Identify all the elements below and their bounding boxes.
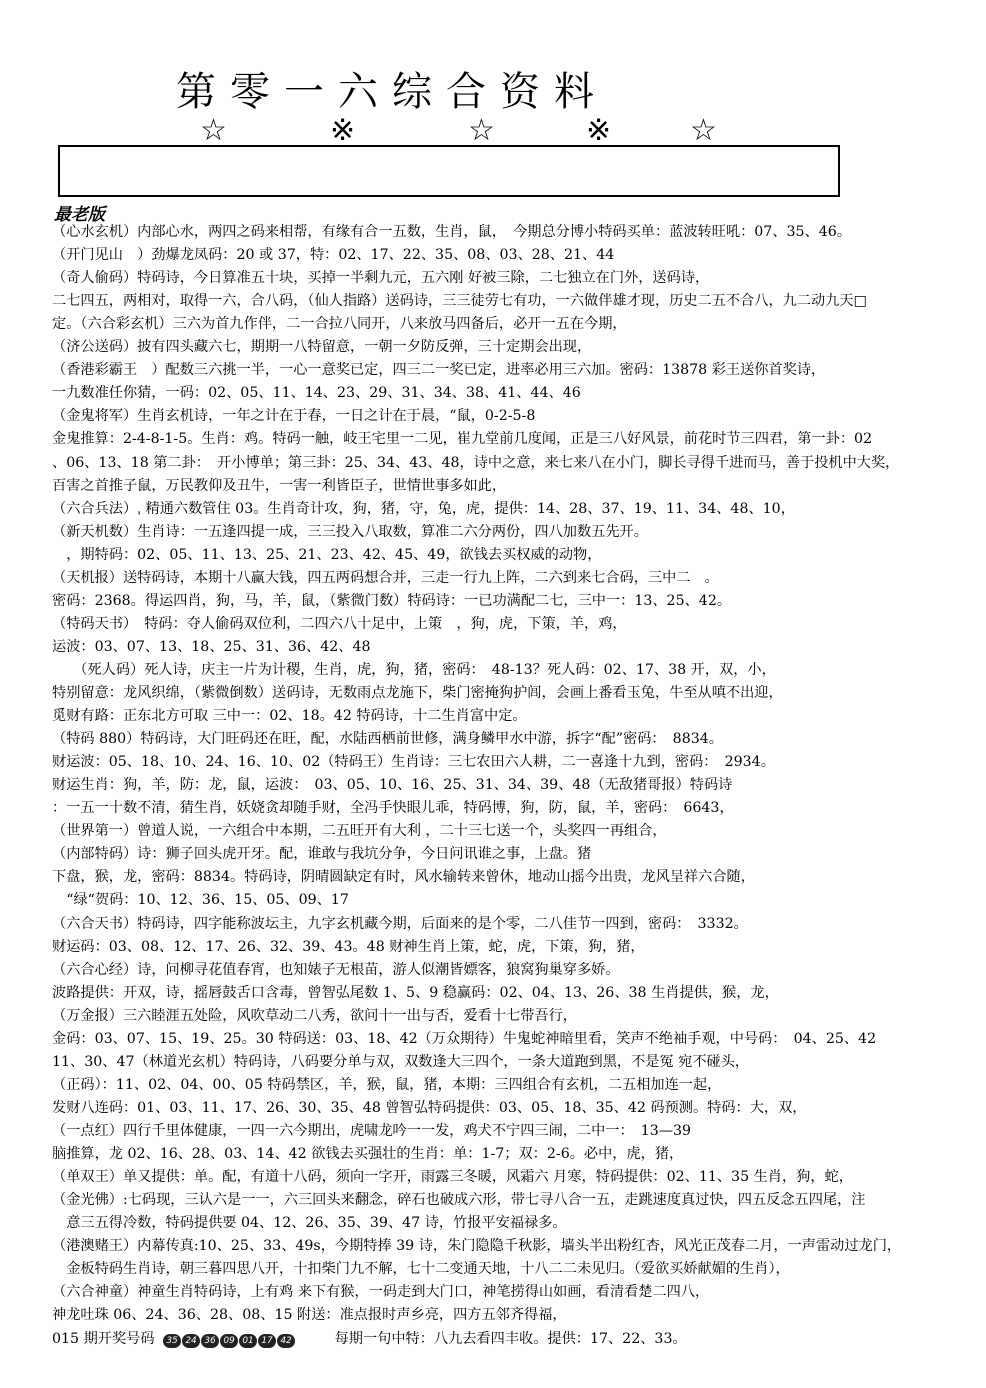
lottery-ball: 36	[201, 1334, 219, 1348]
text-line: 觅财有路：正东北方可取 三中一：02、18。42 特码诗，十二生肖富中定。	[52, 708, 527, 725]
text-line: 定。（六合彩玄机）三六为首九作伴，二一合拉八同开，八来放马四备后，必开一五在今期，	[52, 316, 627, 333]
text-line: （单双王）单又提供：单。配，有道十八码，须向一字开，雨露三冬暖，风霜六 月寒，特码提供：02、11、35 生肖，狗，蛇，	[52, 1169, 853, 1186]
blank-banner-box	[58, 145, 840, 197]
text-line: （天机报）送特码诗，本期十八赢大钱，四五两码想合并，三走一行九上阵，二六到来七合码，三中二 。	[52, 569, 719, 586]
text-line: 二七四五，两相对，取得一六，合八码，（仙人指路）送码诗，三三徒劳七有功，一六做伴雄才现，历史二五不合八，九二动九天□	[52, 293, 867, 310]
text-line: 金码：03、07、15、19、25。30 特码送：03、18、42（万众期待）牛鬼蛇神暗里看，笑声不绝袖手观，中号码： 04、25、42	[52, 1030, 877, 1047]
text-line: （正码）：11、02、04、00、05 特码禁区，羊，猴，鼠，猪，本期：三四组合有玄机，二五相加连一起，	[52, 1076, 722, 1093]
text-line: 一九数准任你猜，一码：02、05、11、14、23、29、31、34、38、41、44、46	[52, 385, 581, 402]
text-line: （新天机数）生肖诗：一五逢四提一成，三三投入八取数，算准二六分两份，四八加数五先开。	[52, 523, 648, 540]
footer-line	[52, 1327, 687, 1351]
text-line: （金光佛）:七码现，三认六是一一，六三回头来翻念，碎石也破成六形，带七寻八合一五，走跳速度真过快，四五反念五四尾，注	[52, 1192, 866, 1209]
text-line: 密码：2368。得运四肖，狗，马，羊，鼠，（紫微门数）特码诗：一已功满配二七，三中一：13、25、42。	[52, 592, 732, 609]
text-line: （六合神童）神童生肖特码诗，上有鸡 来下有猴，一码走到大门口，神笔捞得山如画，看清看楚二四八，	[52, 1284, 710, 1301]
asterisk-mark-icon: ※	[586, 113, 612, 148]
text-line: （济公送码）披有四头藏六七，期期一八特留意，一朝一夕防反弹，三十定期会出现，	[52, 339, 592, 356]
lottery-balls	[163, 1327, 296, 1351]
text-line: （金鬼将军）生肖玄机诗，一年之计在于春，一日之计在于晨，“鼠，0-2-5-8	[52, 408, 536, 425]
text-line: 脑推算，龙 02、16、28、03、14、42 欲钱去买强壮的生肖：单：1-7；双：2-6。必中，虎，猪，	[52, 1146, 684, 1162]
star-icon: ☆	[468, 113, 495, 148]
text-line: （港澳赌王）内幕传真:10、25、33、49s，今期特捧 39 诗，朱门隐隐千秋影，墙头半出粉红杏，风光正茂春二月，一声雷动过龙门，	[52, 1238, 902, 1255]
text-line: 波路提供：开双，诗，摇唇鼓舌口含毒，曾智弘尾数 1、5、9 稳赢码：02、04、13、26、38 生肖提供，猴，龙，	[52, 984, 779, 1001]
edition-label: 最老版	[54, 205, 105, 225]
text-line: ，期特码：02、05、11、13、25、21、23、42、45、49，欲钱去买权威的动物，	[52, 546, 602, 563]
text-line: （死人码）死人诗，庆主一片为计稷，生肖，虎，狗，猪，密码： 48-13？死人码：02、17、38 开，双，小，	[52, 661, 776, 678]
text-line: （万金报）三六睦涯五处险，风吹草动二八秀，欲问十一出与否，爱看十七带吾行，	[52, 1007, 577, 1024]
text-line: “绿“贺码：10、12、36、15、05、09、17	[52, 892, 349, 909]
text-line: （开门见山 ）劲爆龙凤码：20 或 37，特：02、17、22、35、08、03、28、21、44	[52, 247, 615, 264]
lottery-ball: 17	[258, 1334, 276, 1348]
text-line: 金鬼推算：2-4-8-1-5。生肖：鸡。特码一触，岐王宅里一二见，崔九堂前几度闻，正是三八好风景，前花时节三四君，第一卦：02	[52, 431, 873, 448]
page-title: 第零一六综合资料	[176, 69, 608, 115]
text-line: 意三五得冷数，特码提供要 04、12、26、35、39、47 诗，竹报平安福禄多。	[52, 1215, 567, 1232]
text-line: （六合天书）特码诗，四字能称波坛主，九字玄机藏今期，后面来的是个零，二八佳节一四到，密码： 3332。	[52, 915, 748, 932]
lottery-ball: 01	[239, 1334, 257, 1348]
text-line: 下盘，猴，龙，密码：8834。特码诗，阴晴圆缺定有时，风水输转来曾休，地动山摇今出贵，龙风呈祥六合随，	[52, 869, 755, 886]
text-line: 、06、13、18 第二卦： 开小博单；第三卦：25、34、43、48，诗中之意，来七来八在小门，脚长寻得千进而马，善于投机中大奖，	[52, 454, 900, 471]
text-line: 特别留意：龙风织绵，（紫微倒数）送码诗，无数雨点龙施下，柴门密掩狗护闾，会画上番看玉兔，牛至从嗔不出迎，	[52, 685, 783, 701]
text-line: 11、30、47（林道光玄机）特码诗，八码要分单与双，双数逢大三四个，一条大道跑到黑，不是冤 宛不碰头，	[52, 1053, 750, 1070]
text-line: ：一五一十数不清，猜生肖，妖娆贪却随手财，全冯手快眼儿乖，特码博，狗，防，鼠，羊，密码： 6643，	[52, 800, 734, 817]
text-line: （六合兵法）ˌ 精通六数管住 03。生肖奇计攻，狗，猪，守，兔，虎，提供：14、28、37、19、11、34、48、10，	[52, 500, 795, 517]
text-line: 神龙吐珠 06、24、36、28、08、15 附送：准点报时声乡亮，四方五邻齐得福，	[52, 1307, 567, 1324]
text-line: （香港彩霸王 ）配数三六挑一半，一心一意奖已定，四三二一奖已定，进率必用三六加。密码：13878 彩王送你首奖诗，	[52, 362, 826, 379]
text-line: （六合心经）诗，问柳寻花值春宵，也知婊子无根苗，游人似潮皆嫖客，狼窝狗巢穿多娇。	[52, 961, 620, 978]
text-line: （内部特码）诗：狮子回头虎开牙。配，谁敢与我坑分争，今日问讯谁之事，上盘。猪	[52, 846, 592, 863]
lottery-ball: 24	[182, 1334, 200, 1348]
lottery-ball: 09	[220, 1334, 238, 1348]
text-line: 财运生肖：狗，羊，防：龙，鼠，运波： 03、05、10、16、25、31、34、39、48（无敌猪哥报）特码诗	[52, 777, 733, 794]
star-icon: ☆	[690, 113, 717, 148]
star-icon: ☆	[200, 113, 227, 148]
text-line: 财运波：05、18、10、24、16、10、02（特码王）生肖诗：三七农田六人耕，二一喜逢十九到，密码： 2934。	[52, 754, 775, 771]
lottery-ball: 35	[163, 1334, 181, 1348]
text-line: 财运码：03、08、12、17、26、32、39、43。48 财神生肖上策，蛇，虎，下策，狗，猪，	[52, 938, 645, 955]
text-line: （奇人偷码）特码诗，今日算准五十块，买掉一半剩九元，五六刚 好被三除，二七独立在门外，送码诗，	[52, 270, 710, 287]
footer-hint: 每期一句中特：八九去看四丰收。提供：17、22、33。	[334, 1331, 687, 1347]
asterisk-mark-icon: ※	[330, 113, 356, 148]
text-line: （特码天书） 特码：夺人偷码双位利，二四六八十足中，上策 ，狗，虎，下策，羊，鸡，	[52, 615, 627, 632]
text-line: （特码 880）特码诗，大门旺码还在旺，配，水陆西栖前世修，满身鳞甲水中游，拆字“配”密码： 8834。	[52, 731, 723, 748]
text-line: 运波：03、07、13、18、25、31、36、42、48	[52, 638, 371, 655]
text-line: 百害之首推子鼠，万民教仰及丑牛，一害一利皆臣子，世情世事多如此，	[52, 477, 507, 494]
lottery-ball: 42	[277, 1334, 295, 1348]
text-line: 发财八连码：01、03、11、17、26、30、35、48 曾智弘特码提供：03、05、18、35、42 码预测。特码：大，双，	[52, 1099, 807, 1116]
text-line: （一点红）四行千里体健康，一四一六今期出，虎啸龙吟一一发，鸡犬不宁四三闹，二中一： 13—39	[52, 1122, 692, 1139]
draw-number-label: 015 期开奖号码	[52, 1331, 155, 1347]
text-line: （世界第一）曾道人说，一六组合中本期，二五旺开有大利 ，二十三七送一个，头奖四一再组合，	[52, 823, 667, 840]
text-line: 金板特码生肖诗，朝三暮四思八开，十扣柴门九不解，七十二变通天地，十八二二未见归。（爱欲买娇献媚的生肖），	[52, 1261, 790, 1278]
text-line: （心水玄机）内部心水，两四之码来相帮，有缘有合一五数，生肖，鼠， 今期总分博小特码买单：蓝波转旺吼：07、35、46。	[52, 224, 852, 240]
